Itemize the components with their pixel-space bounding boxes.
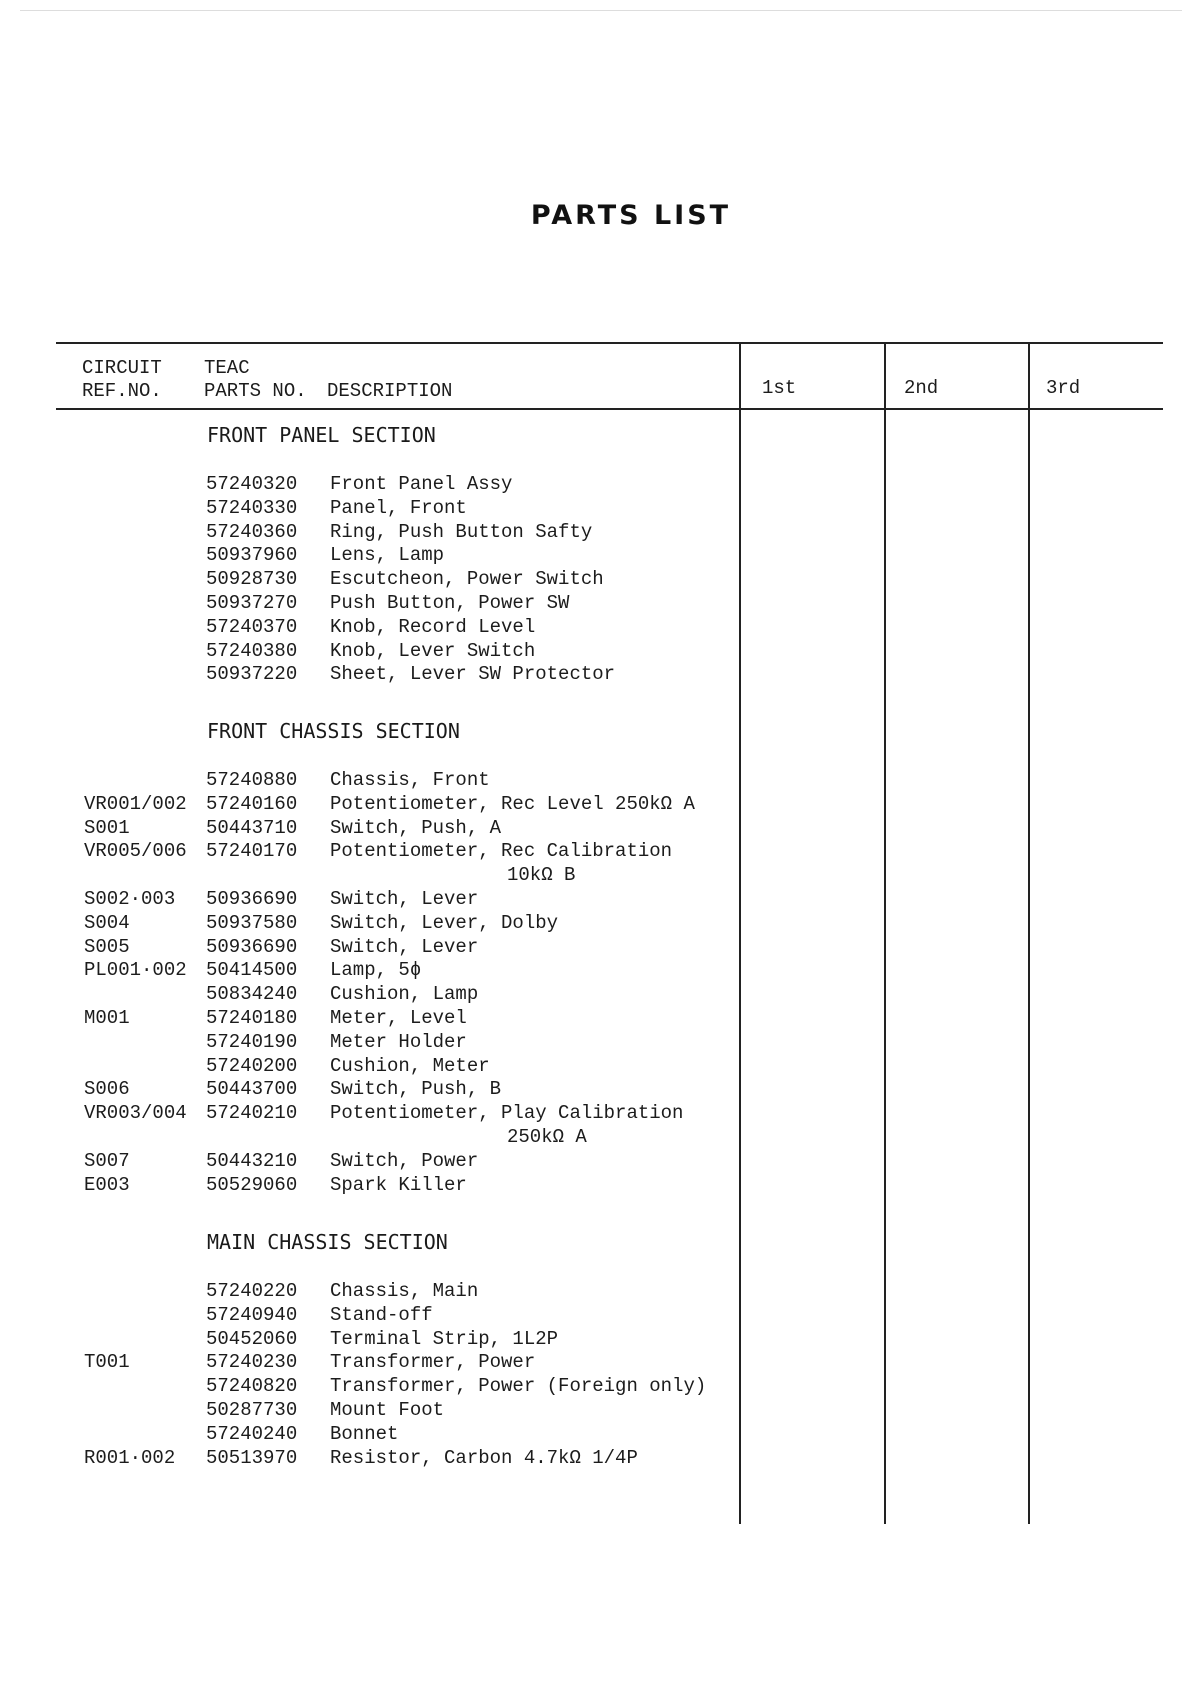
section-title: FRONT PANEL SECTION (207, 423, 436, 447)
part-description: Switch, Push, B (330, 1078, 502, 1101)
part-number: 50928730 (206, 568, 298, 591)
part-description: Potentiometer, Rec Level 250kΩ A (330, 792, 695, 815)
part-number: 57240220 (206, 1280, 298, 1302)
part-number: 50443700 (206, 1078, 298, 1101)
part-number: 50834240 (206, 983, 298, 1006)
part-description: Potentiometer, Play Calibration (330, 1102, 684, 1125)
circuit-ref: S004 (84, 911, 130, 934)
part-number: 57240160 (206, 792, 298, 815)
part-description: Lens, Lamp (330, 544, 445, 567)
part-description: Knob, Record Level (330, 615, 536, 638)
circuit-ref: S002·003 (84, 888, 176, 910)
part-number: 50937270 (206, 592, 298, 614)
part-description: Meter Holder (330, 1030, 467, 1053)
part-number: 50937220 (206, 663, 298, 686)
header-description: DESCRIPTION (327, 380, 453, 402)
header-circuit-ref (82, 357, 162, 403)
part-description: Chassis, Front (330, 769, 490, 791)
part-number: 50414500 (206, 959, 298, 982)
part-description: Cushion, Meter (330, 1054, 490, 1077)
header-col-1st: 1st (762, 377, 797, 399)
part-description: Switch, Lever (330, 888, 479, 910)
part-description: Chassis, Main (330, 1280, 479, 1302)
part-description: Ring, Push Button Safty (330, 520, 593, 543)
column-divider-3rd (1028, 343, 1030, 1524)
header-teac-line2: PARTS NO. (204, 380, 307, 402)
part-description: Escutcheon, Power Switch (330, 568, 604, 591)
part-description-continuation: 250kΩ A (507, 1126, 587, 1148)
part-number: 57240180 (206, 1007, 298, 1029)
part-number: 50936690 (206, 888, 298, 910)
part-description: Spark Killer (330, 1173, 467, 1196)
table-top-rule (56, 342, 1163, 344)
part-number: 57240210 (206, 1102, 298, 1125)
part-description: Bonnet (330, 1422, 399, 1445)
header-circuit-line1: CIRCUIT (82, 357, 162, 379)
header-col-2nd: 2nd (904, 377, 939, 399)
column-divider-2nd (884, 343, 886, 1524)
part-description: Push Button, Power SW (330, 592, 570, 614)
part-description: Transformer, Power (Foreign only) (330, 1375, 707, 1398)
scan-edge-line (20, 10, 1182, 11)
circuit-ref: S001 (84, 816, 130, 839)
part-description: Mount Foot (330, 1399, 445, 1421)
circuit-ref: S005 (84, 935, 130, 958)
part-number: 57240230 (206, 1351, 298, 1374)
part-number: 57240380 (206, 639, 298, 662)
part-description-continuation: 10kΩ B (507, 864, 576, 887)
part-description: Cushion, Lamp (330, 983, 479, 1006)
part-number: 50529060 (206, 1173, 298, 1196)
circuit-ref: S006 (84, 1078, 130, 1101)
part-number: 57240170 (206, 840, 298, 863)
part-description: Sheet, Lever SW Protector (330, 663, 616, 686)
part-description: Front Panel Assy (330, 473, 513, 495)
part-description: Switch, Lever, Dolby (330, 911, 559, 934)
header-teac-parts-no (204, 357, 307, 403)
part-description: Stand-off (330, 1303, 433, 1326)
part-description: Switch, Push, A (330, 816, 502, 839)
circuit-ref: PL001·002 (84, 959, 187, 982)
part-number: 57240330 (206, 496, 298, 519)
part-number: 57240880 (206, 769, 298, 791)
page-title: PARTS LIST (530, 200, 732, 231)
circuit-ref: VR005/006 (84, 840, 187, 863)
part-description: Lamp, 5ϕ (330, 959, 422, 982)
part-number: 50443210 (206, 1149, 298, 1172)
header-col-3rd: 3rd (1046, 377, 1081, 399)
part-description: Switch, Power (330, 1149, 479, 1172)
part-description: Resistor, Carbon 4.7kΩ 1/4P (330, 1446, 638, 1469)
part-number: 50937960 (206, 544, 298, 567)
section-title: MAIN CHASSIS SECTION (207, 1230, 448, 1254)
header-teac-line1: TEAC (204, 357, 250, 379)
part-number: 57240370 (206, 615, 298, 638)
part-number: 57240820 (206, 1375, 298, 1398)
part-number: 57240190 (206, 1030, 298, 1053)
part-number: 57240360 (206, 520, 298, 543)
circuit-ref: M001 (84, 1007, 130, 1029)
part-number: 50513970 (206, 1446, 298, 1469)
part-description: Switch, Lever (330, 935, 479, 958)
part-number: 50443710 (206, 816, 298, 839)
part-number: 57240320 (206, 473, 298, 495)
circuit-ref: VR003/004 (84, 1102, 187, 1125)
circuit-ref: T001 (84, 1351, 130, 1374)
part-description: Terminal Strip, 1L2P (330, 1327, 559, 1350)
part-number: 57240240 (206, 1422, 298, 1445)
part-description: Panel, Front (330, 496, 467, 519)
part-description: Meter, Level (330, 1007, 467, 1029)
circuit-ref: R001·002 (84, 1446, 176, 1469)
part-number: 50937580 (206, 911, 298, 934)
part-description: Potentiometer, Rec Calibration (330, 840, 673, 863)
circuit-ref: E003 (84, 1173, 130, 1196)
part-number: 57240940 (206, 1303, 298, 1326)
column-divider-1st (739, 343, 741, 1524)
circuit-ref: VR001/002 (84, 792, 187, 815)
header-circuit-line2: REF.NO. (82, 380, 162, 402)
part-description: Transformer, Power (330, 1351, 536, 1374)
part-number: 50452060 (206, 1327, 298, 1350)
part-description: Knob, Lever Switch (330, 639, 536, 662)
part-number: 57240200 (206, 1054, 298, 1077)
part-number: 50936690 (206, 935, 298, 958)
part-number: 50287730 (206, 1399, 298, 1421)
table-header-rule (56, 408, 1163, 410)
circuit-ref: S007 (84, 1149, 130, 1172)
section-title: FRONT CHASSIS SECTION (207, 719, 460, 743)
